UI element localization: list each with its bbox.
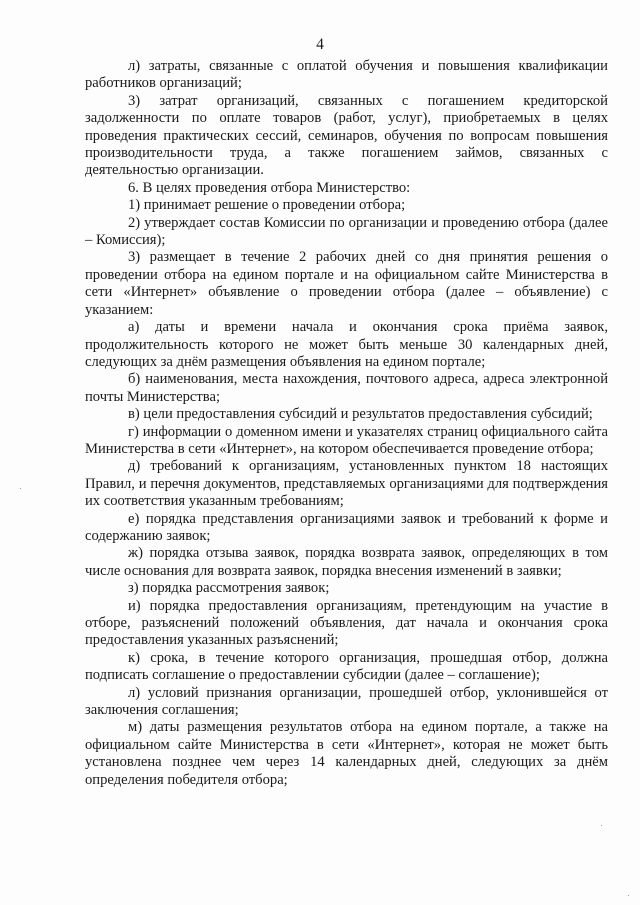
paragraph-item-1-decision: 1) принимает решение о проведении отбора; [128, 197, 406, 214]
paragraph-subitem-b: б) наименования, места нахождения, почтового адреса, адреса электронной почты Министерства; [85, 371, 608, 405]
paragraph-subitem-l: л) условий признания организации, прошедшей отбор, уклонившейся от заключения соглашения; [85, 684, 608, 719]
paragraph-subitem-k: к) срока, в течение которого организация, прошедшая отбор, должна подписать соглашение о предоставлении субсидии (далее – соглашение); [85, 649, 608, 684]
paragraph-subitem-m: м) даты размещения результатов отбора на едином портале, а также на официальном сайте Министерства в сети «Интернет», которая не может быть установлена позднее чем через 14 календарных дней, следующих за днём определения победителя отбора; [85, 719, 608, 788]
page-number: 4 [316, 36, 324, 53]
paragraph-subitem-i: и) порядка предоставления организациям, претендующим на участие в отборе, разъяснений положений объявления, дат начала и окончания срока предоставления указанных разъяснений; [85, 597, 608, 649]
document-body [85, 58, 608, 789]
paragraph-subitem-d: д) требований к организациям, установленных пунктом 18 настоящих Правил, и перечня документов, представляемых организациями для подтверждения их соответствия указанным требованиям; [85, 458, 608, 510]
paragraph-subitem-e: е) порядка представления организациями заявок и требований к форме и содержанию заявок; [85, 510, 608, 544]
scan-speck [601, 825, 602, 826]
scan-speck [20, 488, 21, 489]
paragraph-subitem-z: з) порядка рассмотрения заявок; [128, 580, 330, 597]
scan-speck [628, 895, 629, 896]
paragraph-section-6: 6. В целях проведения отбора Министерство: [128, 179, 411, 196]
paragraph-subitem-a: а) даты и времени начала и окончания срока приёма заявок, продолжительность которого не может быть меньше 30 календарных дней, следующих за днём размещения объявления на едином портале; [85, 319, 608, 370]
paragraph-subitem-g: г) информации о доменном имени и указателях страниц официального сайта Министерства в сети «Интернет», на котором обеспечивается проведение отбора; [85, 423, 608, 457]
paragraph-item-2-commission: 2) утверждает состав Комиссии по организации и проведению отбора (далее – Комиссия); [85, 214, 608, 249]
paragraph-item-3-debt-costs: 3) затрат организаций, связанных с погашением кредиторской задолженности по оплате товаров (работ, услуг), приобретаемых в целях проведения практических сессий, семинаров, обучения по вопросам повышения производительности труда, а также погашением займов, связанных с деятельностью организации. [85, 92, 608, 179]
paragraph-subitem-zh: ж) порядка отзыва заявок, порядка возврата заявок, определяющих в том числе основания для возврата заявок, порядка внесения изменений в заявки; [85, 545, 608, 579]
paragraph-item-l-costs-training: л) затраты, связанные с оплатой обучения и повышения квалификации работников организаций; [85, 58, 608, 92]
paragraph-item-3-announcement: 3) размещает в течение 2 рабочих дней со дня принятия решения о проведении отбора на едином портале и на официальном сайте Министерства в сети «Интернет» объявление о проведении отбора (далее – объявление) с указанием: [85, 249, 608, 318]
paragraph-subitem-v: в) цели предоставления субсидий и результатов предоставления субсидий; [128, 406, 593, 423]
